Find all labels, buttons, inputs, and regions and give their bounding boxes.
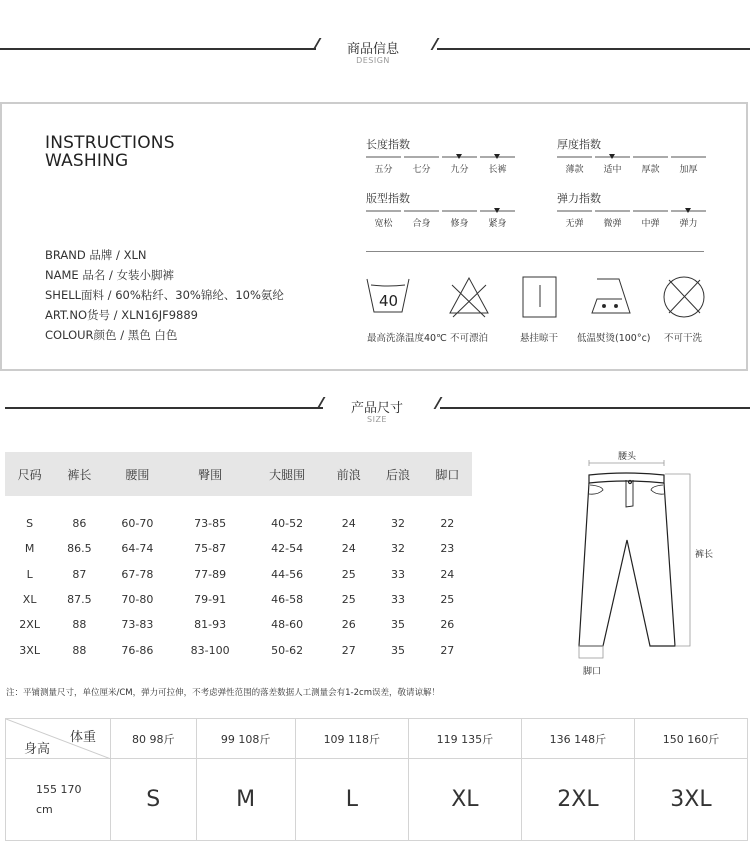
table-cell: 32 bbox=[391, 542, 405, 556]
height-cell bbox=[6, 759, 111, 841]
measurement-note: 注：平铺测量尺寸，单位厘米/CM，弹力可拉伸，不考虑弹性范围的落差数据人工测量会有1-2cm误差，敬请谅解！ bbox=[6, 688, 440, 698]
table-cell: 24 bbox=[341, 516, 356, 530]
table-cell: 48-60 bbox=[271, 618, 304, 632]
column-header: 尺码 bbox=[5, 452, 54, 496]
pants-diagram bbox=[560, 440, 750, 685]
weight-header: 150 160斤 bbox=[634, 719, 747, 759]
spec-label: SHELL面料 / bbox=[45, 288, 116, 302]
index-option: 中弹 bbox=[641, 219, 660, 229]
index-option: 适中 bbox=[603, 165, 622, 175]
index-options bbox=[557, 162, 706, 175]
table-cell: 2XL bbox=[19, 618, 40, 632]
weight-header: 136 148斤 bbox=[521, 719, 634, 759]
corner-height: 身高 bbox=[24, 742, 51, 757]
table-cell: 33 bbox=[391, 592, 405, 606]
section-subtitle: DESIGN bbox=[356, 56, 390, 65]
table-cell: 67-78 bbox=[121, 567, 154, 581]
scale-segment bbox=[442, 156, 477, 158]
corner-weight: 体重 bbox=[69, 730, 96, 745]
scale-segment bbox=[671, 156, 706, 158]
index-option: 加厚 bbox=[679, 165, 698, 175]
index-option: 紧身 bbox=[488, 219, 507, 229]
table-cell: 42-54 bbox=[271, 542, 304, 556]
scale-segment bbox=[480, 156, 515, 158]
section-title: 商品信息 bbox=[346, 42, 399, 57]
scale-segment bbox=[633, 210, 668, 212]
corner-cell bbox=[6, 719, 111, 759]
table-cell: 86 bbox=[72, 516, 87, 530]
table-cell: 35 bbox=[391, 618, 405, 632]
index-option: 微弹 bbox=[603, 219, 622, 229]
weight-header: 109 118斤 bbox=[295, 719, 408, 759]
section-subtitle: SIZE bbox=[367, 415, 387, 424]
table-cell: 60-70 bbox=[121, 516, 154, 530]
column-header: 前浪 bbox=[324, 452, 373, 496]
scale-segment bbox=[404, 210, 439, 212]
spec-label: BRAND 品牌 / bbox=[45, 248, 124, 262]
scale-segment bbox=[557, 210, 592, 212]
selected-marker-icon bbox=[494, 154, 500, 159]
height-unit: cm bbox=[36, 802, 53, 816]
table-row bbox=[5, 612, 472, 637]
column-header: 臀围 bbox=[170, 452, 250, 496]
spec-brand bbox=[45, 247, 146, 263]
spec-label: COLOUR颜色 / bbox=[45, 328, 128, 342]
table-cell: 86.5 bbox=[67, 542, 92, 556]
selected-marker-icon bbox=[609, 154, 615, 159]
table-cell: 87.5 bbox=[67, 592, 92, 606]
column-header: 裤长 bbox=[54, 452, 104, 496]
scale-segment bbox=[671, 210, 706, 212]
index-scale bbox=[366, 210, 515, 212]
weight-header: 99 108斤 bbox=[196, 719, 295, 759]
care-label: 低温熨烫(100°c) bbox=[577, 333, 651, 344]
recommended-size: 3XL bbox=[634, 759, 747, 841]
recommended-size: S bbox=[111, 759, 197, 841]
index-scale bbox=[366, 156, 515, 158]
table-cell: 44-56 bbox=[271, 567, 304, 581]
scale-segment bbox=[366, 156, 401, 158]
table-cell: 27 bbox=[440, 643, 455, 657]
divider bbox=[437, 48, 750, 50]
index-option: 五分 bbox=[374, 165, 393, 175]
table-cell: 76-86 bbox=[121, 643, 154, 657]
table-cell: 46-58 bbox=[271, 592, 304, 606]
table-row bbox=[5, 638, 472, 663]
index-options bbox=[557, 216, 706, 229]
table-row bbox=[5, 587, 472, 612]
scale-segment bbox=[366, 210, 401, 212]
scale-segment bbox=[404, 156, 439, 158]
selected-marker-icon bbox=[685, 208, 691, 213]
care-icons bbox=[364, 275, 714, 325]
table-cell: 70-80 bbox=[121, 592, 154, 606]
spec-value: XLN16JF9889 bbox=[121, 308, 198, 322]
spec-value: XLN bbox=[123, 248, 147, 262]
selected-marker-icon bbox=[494, 208, 500, 213]
spec-shell bbox=[45, 287, 284, 303]
care-label: 最高洗涤温度40℃ bbox=[367, 333, 447, 344]
table-cell: 87 bbox=[72, 567, 87, 581]
table-cell: 77-89 bbox=[194, 567, 227, 581]
table-cell: 75-87 bbox=[194, 542, 227, 556]
table-cell: 83-100 bbox=[190, 643, 230, 657]
table-cell: 73-85 bbox=[194, 516, 227, 530]
index-options bbox=[366, 216, 515, 229]
index-option: 长裤 bbox=[488, 165, 507, 175]
wash-40-icon bbox=[367, 279, 409, 312]
table-cell: 32 bbox=[391, 516, 405, 530]
fit-table bbox=[5, 718, 748, 841]
index-option: 厚款 bbox=[641, 165, 660, 175]
scale-segment bbox=[633, 156, 668, 158]
recommended-size: L bbox=[295, 759, 408, 841]
recommended-size: 2XL bbox=[521, 759, 634, 841]
table-cell: 64-74 bbox=[121, 542, 154, 556]
care-label: 不可漂泊 bbox=[450, 333, 489, 344]
index-title: 长度指数 bbox=[366, 138, 410, 151]
spec-art-no bbox=[45, 307, 198, 323]
table-cell: 35 bbox=[391, 643, 405, 657]
height-range: 155 170 bbox=[36, 782, 82, 796]
spec-label: ART.NO货号 / bbox=[45, 308, 122, 322]
recommended-size: M bbox=[196, 759, 295, 841]
scale-segment bbox=[480, 210, 515, 212]
index-scale bbox=[557, 210, 706, 212]
table-cell: 88 bbox=[72, 643, 87, 657]
column-header: 腰围 bbox=[105, 452, 171, 496]
table-cell: 50-62 bbox=[271, 643, 304, 657]
index-option: 薄款 bbox=[565, 165, 584, 175]
divider bbox=[440, 407, 750, 409]
index-option: 修身 bbox=[450, 219, 469, 229]
table-cell: 25 bbox=[440, 592, 455, 606]
spec-label: NAME 品名 / bbox=[45, 268, 117, 282]
index-title: 厚度指数 bbox=[557, 138, 601, 151]
table-cell: S bbox=[26, 516, 34, 530]
weight-header: 119 135斤 bbox=[408, 719, 521, 759]
care-label: 悬挂晾干 bbox=[520, 333, 559, 344]
index-option: 七分 bbox=[412, 165, 431, 175]
length-label: 裤长 bbox=[695, 550, 714, 560]
table-cell: 33 bbox=[391, 567, 405, 581]
index-option: 九分 bbox=[450, 165, 469, 175]
table-cell: M bbox=[24, 542, 35, 556]
scale-segment bbox=[595, 210, 630, 212]
table-cell: 25 bbox=[341, 592, 356, 606]
index-option: 无弹 bbox=[565, 219, 584, 229]
table-cell: 22 bbox=[440, 516, 455, 530]
table-cell: 40-52 bbox=[271, 516, 304, 530]
hem-measure bbox=[579, 646, 603, 658]
table-cell: 88 bbox=[72, 618, 87, 632]
index-title: 弹力指数 bbox=[557, 192, 601, 205]
spec-name bbox=[45, 267, 174, 283]
table-cell: 27 bbox=[341, 643, 356, 657]
table-cell: XL bbox=[22, 592, 37, 606]
size-table bbox=[5, 452, 472, 663]
table-cell: 24 bbox=[341, 542, 356, 556]
table-cell: 73-83 bbox=[121, 618, 154, 632]
table-cell: 26 bbox=[341, 618, 356, 632]
waist-label: 腰头 bbox=[618, 452, 637, 462]
index-option: 弹力 bbox=[679, 219, 698, 229]
table-row bbox=[5, 561, 472, 586]
table-cell: 79-91 bbox=[194, 592, 227, 606]
table-row bbox=[5, 536, 472, 561]
weight-header: 80 98斤 bbox=[111, 719, 197, 759]
hang-dry-icon bbox=[523, 277, 556, 317]
column-header: 后浪 bbox=[373, 452, 422, 496]
instructions-subtitle: WASHING bbox=[45, 151, 129, 171]
table-cell: 24 bbox=[440, 567, 455, 581]
instructions-title: INSTRUCTIONS bbox=[45, 133, 175, 153]
spec-value: 黑色 白色 bbox=[127, 328, 178, 342]
scale-segment bbox=[595, 156, 630, 158]
recommended-size: XL bbox=[408, 759, 521, 841]
care-label: 不可干洗 bbox=[664, 333, 703, 344]
scale-segment bbox=[442, 210, 477, 212]
column-header: 大腿围 bbox=[250, 452, 324, 496]
divider bbox=[5, 407, 323, 409]
table-cell: 3XL bbox=[19, 643, 40, 657]
hem-label: 脚口 bbox=[583, 667, 602, 677]
selected-marker-icon bbox=[456, 154, 462, 159]
table-row bbox=[5, 496, 472, 536]
wash-temp: 40 bbox=[379, 292, 399, 310]
table-cell: 81-93 bbox=[194, 618, 227, 632]
low-iron-icon bbox=[592, 279, 630, 313]
waistband bbox=[589, 473, 664, 483]
pants-outline bbox=[579, 483, 675, 646]
index-title: 版型指数 bbox=[366, 192, 410, 205]
no-dry-clean-icon bbox=[664, 277, 704, 317]
table-cell: 23 bbox=[440, 542, 455, 556]
index-option: 宽松 bbox=[374, 219, 393, 229]
divider bbox=[0, 48, 316, 50]
index-option: 合身 bbox=[412, 219, 431, 229]
spec-value: 女装小脚裤 bbox=[116, 268, 174, 282]
divider bbox=[366, 251, 704, 252]
no-bleach-icon bbox=[450, 278, 488, 317]
spec-value: 60%粘纤、30%锦纶、10%氨纶 bbox=[115, 288, 284, 302]
table-cell: L bbox=[26, 567, 33, 581]
section-title: 产品尺寸 bbox=[350, 401, 403, 416]
index-options bbox=[366, 162, 515, 175]
scale-segment bbox=[557, 156, 592, 158]
table-cell: 25 bbox=[341, 567, 356, 581]
index-scale bbox=[557, 156, 706, 158]
spec-colour bbox=[45, 327, 177, 343]
table-cell: 26 bbox=[440, 618, 455, 632]
column-header: 脚口 bbox=[423, 452, 472, 496]
